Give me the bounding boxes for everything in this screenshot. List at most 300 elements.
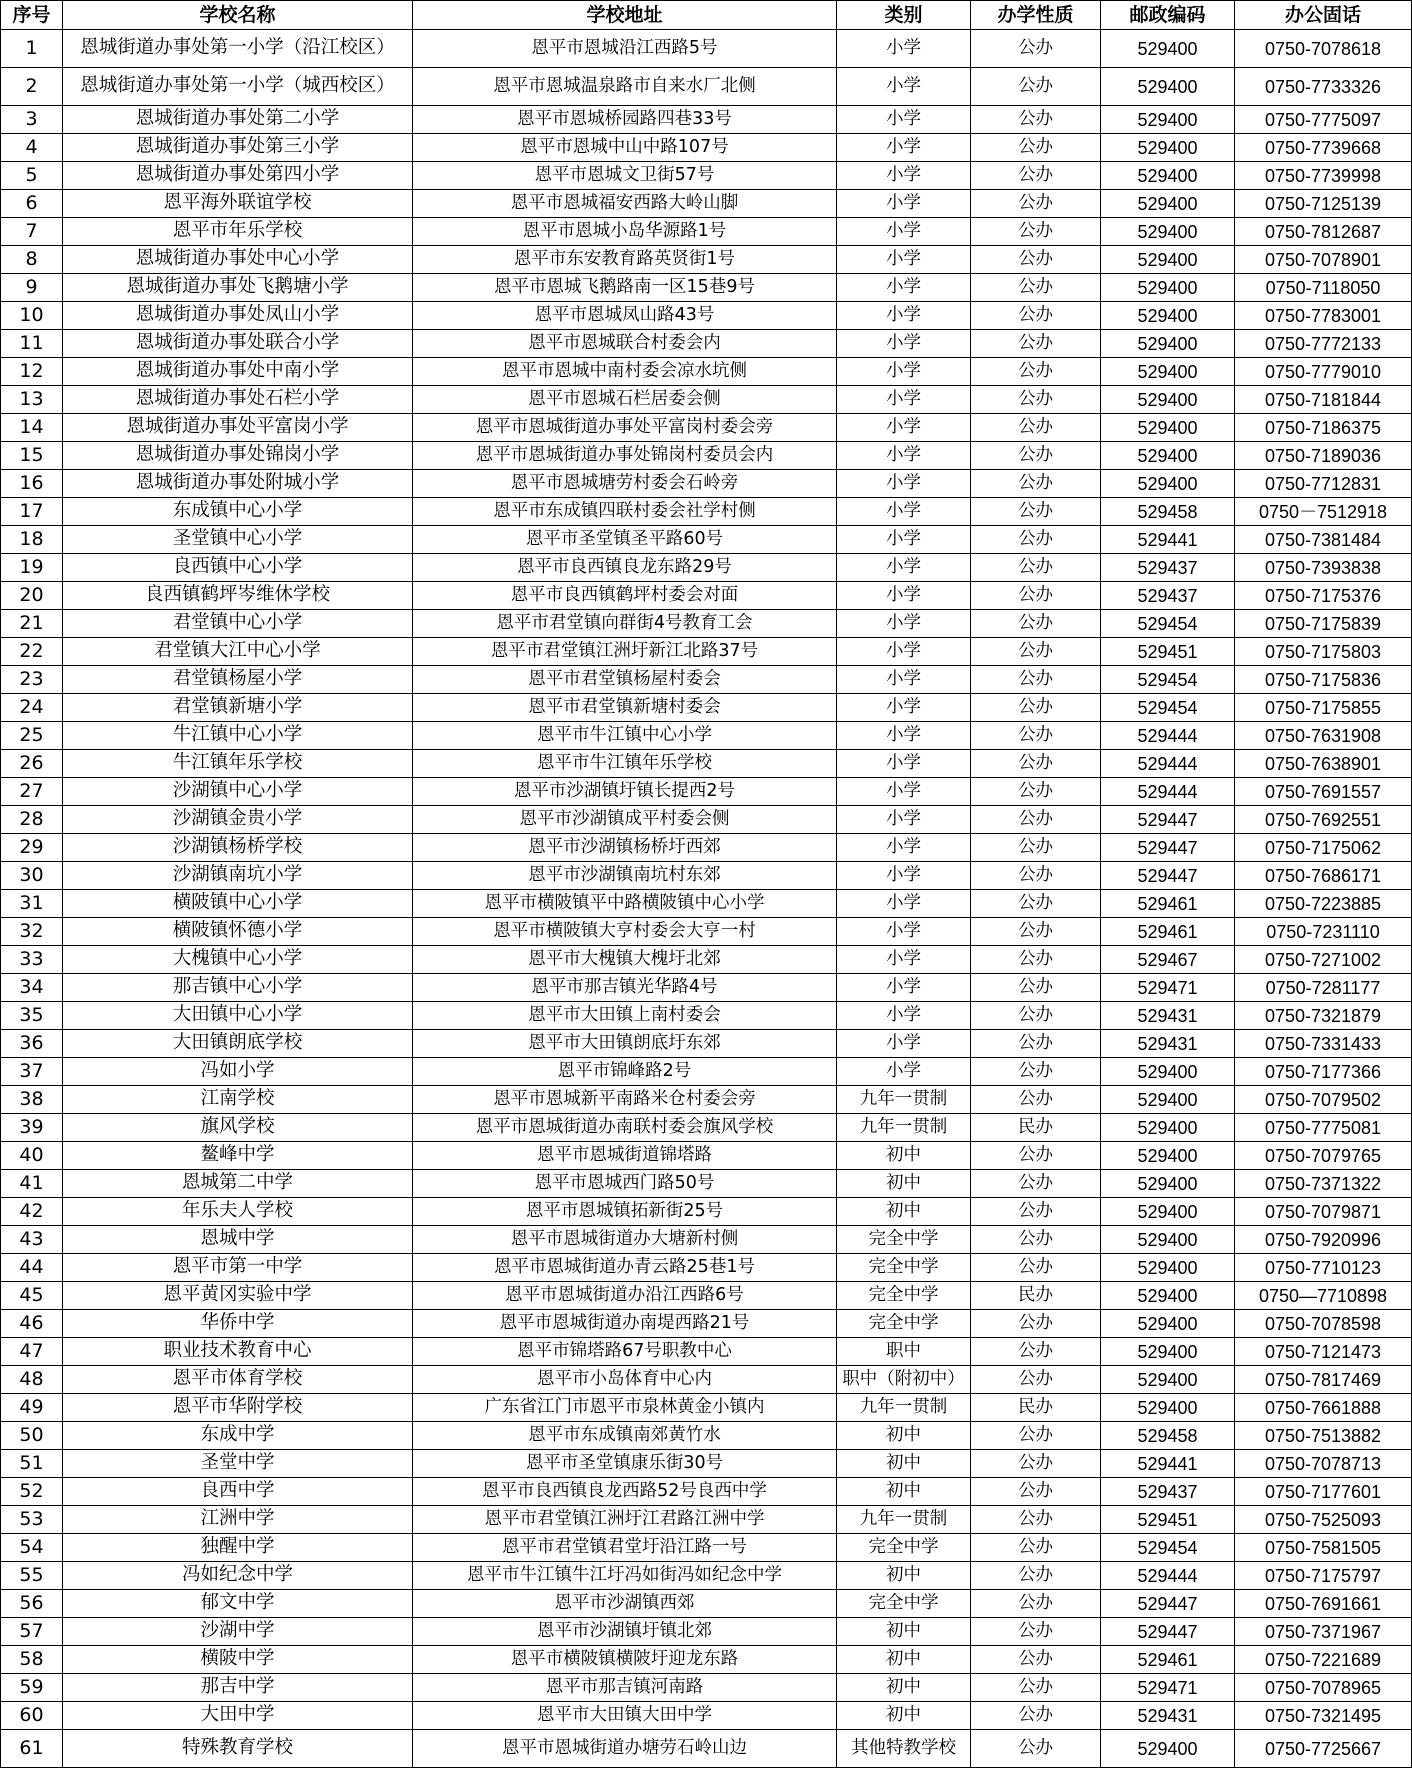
school-address-cell: 恩平市锦峰路2号 bbox=[413, 1058, 837, 1086]
school-address-cell: 恩平市恩城街道办事处平富岗村委会旁 bbox=[413, 414, 837, 442]
category-cell: 小学 bbox=[837, 358, 971, 386]
category-cell: 小学 bbox=[837, 666, 971, 694]
office-phone-cell: 0750-7079765 bbox=[1235, 1142, 1412, 1170]
row-index-cell: 16 bbox=[1, 470, 63, 498]
postal-code-cell: 529444 bbox=[1101, 1562, 1235, 1590]
category-cell: 小学 bbox=[837, 1058, 971, 1086]
row-index-cell: 54 bbox=[1, 1534, 63, 1562]
office-phone-cell: 0750-7691661 bbox=[1235, 1590, 1412, 1618]
category-cell: 小学 bbox=[837, 694, 971, 722]
school-name-cell: 大田中学 bbox=[63, 1702, 413, 1730]
table-row bbox=[1, 1030, 1412, 1058]
office-phone-cell: 0750－7512918 bbox=[1235, 498, 1412, 526]
header-ownership: 办学性质 bbox=[971, 1, 1101, 30]
category-cell: 初中 bbox=[837, 1422, 971, 1450]
office-phone-cell: 0750-7692551 bbox=[1235, 806, 1412, 834]
row-index-cell: 45 bbox=[1, 1282, 63, 1310]
ownership-cell: 公办 bbox=[971, 1254, 1101, 1282]
school-name-cell: 恩城街道办事处联合小学 bbox=[63, 330, 413, 358]
category-cell: 小学 bbox=[837, 554, 971, 582]
ownership-cell: 公办 bbox=[971, 386, 1101, 414]
office-phone-cell: 0750-7638901 bbox=[1235, 750, 1412, 778]
row-index-cell: 24 bbox=[1, 694, 63, 722]
school-address-cell: 恩平市恩城街道办南堤西路21号 bbox=[413, 1310, 837, 1338]
row-index-cell: 15 bbox=[1, 442, 63, 470]
ownership-cell: 公办 bbox=[971, 302, 1101, 330]
office-phone-cell: 0750-7175855 bbox=[1235, 694, 1412, 722]
row-index-cell: 29 bbox=[1, 834, 63, 862]
postal-code-cell: 529454 bbox=[1101, 694, 1235, 722]
table-row bbox=[1, 190, 1412, 218]
postal-code-cell: 529454 bbox=[1101, 1534, 1235, 1562]
school-address-cell: 恩平市沙湖镇圩镇长提西2号 bbox=[413, 778, 837, 806]
school-name-cell: 恩城街道办事处锦岗小学 bbox=[63, 442, 413, 470]
office-phone-cell: 0750-7331433 bbox=[1235, 1030, 1412, 1058]
category-cell: 小学 bbox=[837, 806, 971, 834]
ownership-cell: 公办 bbox=[971, 1030, 1101, 1058]
row-index-cell: 25 bbox=[1, 722, 63, 750]
category-cell: 小学 bbox=[837, 106, 971, 134]
office-phone-cell: 0750-7181844 bbox=[1235, 386, 1412, 414]
ownership-cell: 公办 bbox=[971, 1590, 1101, 1618]
row-index-cell: 12 bbox=[1, 358, 63, 386]
table-row bbox=[1, 890, 1412, 918]
ownership-cell: 公办 bbox=[971, 30, 1101, 68]
ownership-cell: 公办 bbox=[971, 610, 1101, 638]
category-cell: 小学 bbox=[837, 414, 971, 442]
ownership-cell: 公办 bbox=[971, 162, 1101, 190]
school-address-cell: 恩平市那吉镇光华路4号 bbox=[413, 974, 837, 1002]
office-phone-cell: 0750-7223885 bbox=[1235, 890, 1412, 918]
school-address-cell: 恩平市恩城凤山路43号 bbox=[413, 302, 837, 330]
table-row bbox=[1, 1394, 1412, 1422]
category-cell: 完全中学 bbox=[837, 1226, 971, 1254]
school-address-cell: 恩平市小岛体育中心内 bbox=[413, 1366, 837, 1394]
office-phone-cell: 0750-7321495 bbox=[1235, 1702, 1412, 1730]
category-cell: 小学 bbox=[837, 974, 971, 1002]
postal-code-cell: 529400 bbox=[1101, 358, 1235, 386]
postal-code-cell: 529400 bbox=[1101, 162, 1235, 190]
ownership-cell: 公办 bbox=[971, 1170, 1101, 1198]
table-row bbox=[1, 470, 1412, 498]
ownership-cell: 公办 bbox=[971, 246, 1101, 274]
school-name-cell: 恩平海外联谊学校 bbox=[63, 190, 413, 218]
category-cell: 完全中学 bbox=[837, 1282, 971, 1310]
row-index-cell: 26 bbox=[1, 750, 63, 778]
category-cell: 小学 bbox=[837, 190, 971, 218]
table-row bbox=[1, 638, 1412, 666]
school-name-cell: 牛江镇中心小学 bbox=[63, 722, 413, 750]
postal-code-cell: 529400 bbox=[1101, 386, 1235, 414]
ownership-cell: 公办 bbox=[971, 190, 1101, 218]
table-row bbox=[1, 1478, 1412, 1506]
school-address-cell: 恩平市君堂镇杨屋村委会 bbox=[413, 666, 837, 694]
row-index-cell: 61 bbox=[1, 1730, 63, 1768]
ownership-cell: 公办 bbox=[971, 974, 1101, 1002]
ownership-cell: 公办 bbox=[971, 1142, 1101, 1170]
postal-code-cell: 529400 bbox=[1101, 106, 1235, 134]
category-cell: 初中 bbox=[837, 1170, 971, 1198]
school-address-cell: 恩平市沙湖镇西郊 bbox=[413, 1590, 837, 1618]
postal-code-cell: 529437 bbox=[1101, 554, 1235, 582]
school-address-cell: 恩平市恩城福安西路大岭山脚 bbox=[413, 190, 837, 218]
office-phone-cell: 0750-7817469 bbox=[1235, 1366, 1412, 1394]
row-index-cell: 57 bbox=[1, 1618, 63, 1646]
school-address-cell: 恩平市恩城沿江西路5号 bbox=[413, 30, 837, 68]
table-row bbox=[1, 106, 1412, 134]
school-name-cell: 恩平市第一中学 bbox=[63, 1254, 413, 1282]
row-index-cell: 53 bbox=[1, 1506, 63, 1534]
postal-code-cell: 529400 bbox=[1101, 1170, 1235, 1198]
school-name-cell: 恩城街道办事处飞鹅塘小学 bbox=[63, 274, 413, 302]
row-index-cell: 36 bbox=[1, 1030, 63, 1058]
school-name-cell: 横陂中学 bbox=[63, 1646, 413, 1674]
school-name-cell: 横陂镇怀德小学 bbox=[63, 918, 413, 946]
school-address-cell: 恩平市良西镇良龙东路29号 bbox=[413, 554, 837, 582]
office-phone-cell: 0750-7078598 bbox=[1235, 1310, 1412, 1338]
postal-code-cell: 529458 bbox=[1101, 498, 1235, 526]
row-index-cell: 17 bbox=[1, 498, 63, 526]
table-row bbox=[1, 1170, 1412, 1198]
row-index-cell: 1 bbox=[1, 30, 63, 68]
ownership-cell: 公办 bbox=[971, 1730, 1101, 1768]
office-phone-cell: 0750-7175836 bbox=[1235, 666, 1412, 694]
postal-code-cell: 529400 bbox=[1101, 1282, 1235, 1310]
office-phone-cell: 0750—7710898 bbox=[1235, 1282, 1412, 1310]
table-row bbox=[1, 1114, 1412, 1142]
school-address-cell: 恩平市恩城街道办塘劳石岭山边 bbox=[413, 1730, 837, 1768]
category-cell: 九年一贯制 bbox=[837, 1506, 971, 1534]
postal-code-cell: 529400 bbox=[1101, 1198, 1235, 1226]
category-cell: 小学 bbox=[837, 442, 971, 470]
office-phone-cell: 0750-7189036 bbox=[1235, 442, 1412, 470]
category-cell: 初中 bbox=[837, 1142, 971, 1170]
ownership-cell: 公办 bbox=[971, 1646, 1101, 1674]
school-address-cell: 恩平市锦塔路67号职教中心 bbox=[413, 1338, 837, 1366]
office-phone-cell: 0750-7371967 bbox=[1235, 1618, 1412, 1646]
table-row bbox=[1, 442, 1412, 470]
school-name-cell: 大田镇中心小学 bbox=[63, 1002, 413, 1030]
ownership-cell: 公办 bbox=[971, 1450, 1101, 1478]
postal-code-cell: 529444 bbox=[1101, 750, 1235, 778]
ownership-cell: 公办 bbox=[971, 1618, 1101, 1646]
table-row bbox=[1, 302, 1412, 330]
office-phone-cell: 0750-7631908 bbox=[1235, 722, 1412, 750]
category-cell: 小学 bbox=[837, 918, 971, 946]
row-index-cell: 42 bbox=[1, 1198, 63, 1226]
office-phone-cell: 0750-7783001 bbox=[1235, 302, 1412, 330]
postal-code-cell: 529461 bbox=[1101, 1646, 1235, 1674]
school-address-cell: 恩平市东成镇四联村委会社学村侧 bbox=[413, 498, 837, 526]
school-address-cell: 恩平市恩城中南村委会凉水坑侧 bbox=[413, 358, 837, 386]
table-row bbox=[1, 1590, 1412, 1618]
postal-code-cell: 529447 bbox=[1101, 862, 1235, 890]
school-name-cell: 君堂镇新塘小学 bbox=[63, 694, 413, 722]
table-row bbox=[1, 30, 1412, 68]
postal-code-cell: 529400 bbox=[1101, 274, 1235, 302]
table-row bbox=[1, 582, 1412, 610]
ownership-cell: 公办 bbox=[971, 1058, 1101, 1086]
header-school-name: 学校名称 bbox=[63, 1, 413, 30]
postal-code-cell: 529400 bbox=[1101, 1114, 1235, 1142]
ownership-cell: 公办 bbox=[971, 806, 1101, 834]
table-row bbox=[1, 694, 1412, 722]
office-phone-cell: 0750-7920996 bbox=[1235, 1226, 1412, 1254]
postal-code-cell: 529400 bbox=[1101, 1310, 1235, 1338]
school-address-cell: 恩平市沙湖镇成平村委会侧 bbox=[413, 806, 837, 834]
ownership-cell: 公办 bbox=[971, 722, 1101, 750]
ownership-cell: 公办 bbox=[971, 638, 1101, 666]
table-row bbox=[1, 1450, 1412, 1478]
ownership-cell: 公办 bbox=[971, 1674, 1101, 1702]
table-row bbox=[1, 946, 1412, 974]
school-address-cell: 恩平市牛江镇年乐学校 bbox=[413, 750, 837, 778]
category-cell: 小学 bbox=[837, 30, 971, 68]
school-address-cell: 恩平市沙湖镇杨桥圩西郊 bbox=[413, 834, 837, 862]
school-address-cell: 恩平市沙湖镇圩镇北郊 bbox=[413, 1618, 837, 1646]
row-index-cell: 5 bbox=[1, 162, 63, 190]
postal-code-cell: 529461 bbox=[1101, 890, 1235, 918]
row-index-cell: 43 bbox=[1, 1226, 63, 1254]
office-phone-cell: 0750-7712831 bbox=[1235, 470, 1412, 498]
table-row bbox=[1, 1002, 1412, 1030]
school-address-cell: 恩平市大田镇上南村委会 bbox=[413, 1002, 837, 1030]
ownership-cell: 公办 bbox=[971, 1534, 1101, 1562]
ownership-cell: 公办 bbox=[971, 218, 1101, 246]
school-name-cell: 特殊教育学校 bbox=[63, 1730, 413, 1768]
school-name-cell: 圣堂中学 bbox=[63, 1450, 413, 1478]
school-address-cell: 恩平市沙湖镇南坑村东郊 bbox=[413, 862, 837, 890]
postal-code-cell: 529454 bbox=[1101, 666, 1235, 694]
school-name-cell: 横陂镇中心小学 bbox=[63, 890, 413, 918]
row-index-cell: 44 bbox=[1, 1254, 63, 1282]
category-cell: 小学 bbox=[837, 750, 971, 778]
table-row bbox=[1, 1422, 1412, 1450]
school-name-cell: 良西中学 bbox=[63, 1478, 413, 1506]
postal-code-cell: 529400 bbox=[1101, 330, 1235, 358]
office-phone-cell: 0750-7079502 bbox=[1235, 1086, 1412, 1114]
school-name-cell: 沙湖镇中心小学 bbox=[63, 778, 413, 806]
school-name-cell: 职业技术教育中心 bbox=[63, 1338, 413, 1366]
postal-code-cell: 529400 bbox=[1101, 1142, 1235, 1170]
category-cell: 小学 bbox=[837, 1002, 971, 1030]
ownership-cell: 公办 bbox=[971, 1702, 1101, 1730]
office-phone-cell: 0750-7686171 bbox=[1235, 862, 1412, 890]
office-phone-cell: 0750-7186375 bbox=[1235, 414, 1412, 442]
postal-code-cell: 529400 bbox=[1101, 1086, 1235, 1114]
postal-code-cell: 529458 bbox=[1101, 1422, 1235, 1450]
postal-code-cell: 529400 bbox=[1101, 1730, 1235, 1768]
school-name-cell: 恩城街道办事处中心小学 bbox=[63, 246, 413, 274]
postal-code-cell: 529441 bbox=[1101, 1450, 1235, 1478]
postal-code-cell: 529447 bbox=[1101, 834, 1235, 862]
ownership-cell: 公办 bbox=[971, 526, 1101, 554]
category-cell: 职中（附初中） bbox=[837, 1366, 971, 1394]
ownership-cell: 民办 bbox=[971, 1114, 1101, 1142]
postal-code-cell: 529400 bbox=[1101, 1058, 1235, 1086]
postal-code-cell: 529400 bbox=[1101, 1338, 1235, 1366]
office-phone-cell: 0750-7125139 bbox=[1235, 190, 1412, 218]
category-cell: 职中 bbox=[837, 1338, 971, 1366]
school-name-cell: 良西镇中心小学 bbox=[63, 554, 413, 582]
postal-code-cell: 529400 bbox=[1101, 414, 1235, 442]
row-index-cell: 35 bbox=[1, 1002, 63, 1030]
school-address-cell: 恩平市良西镇良龙西路52号良西中学 bbox=[413, 1478, 837, 1506]
ownership-cell: 公办 bbox=[971, 1338, 1101, 1366]
ownership-cell: 公办 bbox=[971, 834, 1101, 862]
school-name-cell: 鳌峰中学 bbox=[63, 1142, 413, 1170]
school-name-cell: 恩平市年乐学校 bbox=[63, 218, 413, 246]
office-phone-cell: 0750-7381484 bbox=[1235, 526, 1412, 554]
header-postal-code: 邮政编码 bbox=[1101, 1, 1235, 30]
ownership-cell: 公办 bbox=[971, 1226, 1101, 1254]
table-row bbox=[1, 862, 1412, 890]
school-address-cell: 恩平市恩城温泉路市自来水厂北侧 bbox=[413, 68, 837, 106]
category-cell: 完全中学 bbox=[837, 1254, 971, 1282]
row-index-cell: 50 bbox=[1, 1422, 63, 1450]
row-index-cell: 47 bbox=[1, 1338, 63, 1366]
table-row bbox=[1, 1142, 1412, 1170]
office-phone-cell: 0750-7271002 bbox=[1235, 946, 1412, 974]
office-phone-cell: 0750-7772133 bbox=[1235, 330, 1412, 358]
postal-code-cell: 529400 bbox=[1101, 302, 1235, 330]
header-index: 序号 bbox=[1, 1, 63, 30]
postal-code-cell: 529437 bbox=[1101, 582, 1235, 610]
category-cell: 小学 bbox=[837, 610, 971, 638]
school-name-cell: 恩城中学 bbox=[63, 1226, 413, 1254]
office-phone-cell: 0750-7121473 bbox=[1235, 1338, 1412, 1366]
category-cell: 初中 bbox=[837, 1618, 971, 1646]
table-row bbox=[1, 1058, 1412, 1086]
table-row bbox=[1, 1282, 1412, 1310]
postal-code-cell: 529400 bbox=[1101, 470, 1235, 498]
school-address-cell: 恩平市圣堂镇康乐街30号 bbox=[413, 1450, 837, 1478]
postal-code-cell: 529447 bbox=[1101, 1590, 1235, 1618]
ownership-cell: 公办 bbox=[971, 358, 1101, 386]
postal-code-cell: 529431 bbox=[1101, 1002, 1235, 1030]
school-name-cell: 恩城街道办事处第三小学 bbox=[63, 134, 413, 162]
school-address-cell: 恩平市恩城文卫街57号 bbox=[413, 162, 837, 190]
row-index-cell: 38 bbox=[1, 1086, 63, 1114]
school-address-cell: 恩平市恩城街道办事处锦岗村委员会内 bbox=[413, 442, 837, 470]
school-name-cell: 独醒中学 bbox=[63, 1534, 413, 1562]
ownership-cell: 公办 bbox=[971, 68, 1101, 106]
row-index-cell: 20 bbox=[1, 582, 63, 610]
ownership-cell: 公办 bbox=[971, 1562, 1101, 1590]
postal-code-cell: 529400 bbox=[1101, 1366, 1235, 1394]
table-row bbox=[1, 134, 1412, 162]
row-index-cell: 22 bbox=[1, 638, 63, 666]
postal-code-cell: 529400 bbox=[1101, 68, 1235, 106]
table-row bbox=[1, 1702, 1412, 1730]
office-phone-cell: 0750-7078965 bbox=[1235, 1674, 1412, 1702]
category-cell: 完全中学 bbox=[837, 1534, 971, 1562]
office-phone-cell: 0750-7118050 bbox=[1235, 274, 1412, 302]
table-row bbox=[1, 1254, 1412, 1282]
school-name-cell: 江洲中学 bbox=[63, 1506, 413, 1534]
ownership-cell: 公办 bbox=[971, 1506, 1101, 1534]
school-address-cell: 恩平市恩城街道办大塘新村侧 bbox=[413, 1226, 837, 1254]
office-phone-cell: 0750-7078618 bbox=[1235, 30, 1412, 68]
postal-code-cell: 529447 bbox=[1101, 1618, 1235, 1646]
category-cell: 初中 bbox=[837, 1198, 971, 1226]
header-row bbox=[1, 1, 1412, 30]
school-address-cell: 恩平市恩城西门路50号 bbox=[413, 1170, 837, 1198]
office-phone-cell: 0750-7393838 bbox=[1235, 554, 1412, 582]
category-cell: 九年一贯制 bbox=[837, 1394, 971, 1422]
table-row bbox=[1, 974, 1412, 1002]
category-cell: 初中 bbox=[837, 1478, 971, 1506]
office-phone-cell: 0750-7281177 bbox=[1235, 974, 1412, 1002]
row-index-cell: 51 bbox=[1, 1450, 63, 1478]
office-phone-cell: 0750-7231110 bbox=[1235, 918, 1412, 946]
row-index-cell: 19 bbox=[1, 554, 63, 582]
row-index-cell: 33 bbox=[1, 946, 63, 974]
postal-code-cell: 529454 bbox=[1101, 610, 1235, 638]
school-address-cell: 恩平市大田镇朗底圩东郊 bbox=[413, 1030, 837, 1058]
category-cell: 完全中学 bbox=[837, 1590, 971, 1618]
office-phone-cell: 0750-7725667 bbox=[1235, 1730, 1412, 1768]
postal-code-cell: 529400 bbox=[1101, 1394, 1235, 1422]
office-phone-cell: 0750-7812687 bbox=[1235, 218, 1412, 246]
ownership-cell: 公办 bbox=[971, 694, 1101, 722]
ownership-cell: 公办 bbox=[971, 106, 1101, 134]
office-phone-cell: 0750-7177366 bbox=[1235, 1058, 1412, 1086]
header-office-phone: 办公固话 bbox=[1235, 1, 1412, 30]
school-address-cell: 恩平市那吉镇河南路 bbox=[413, 1674, 837, 1702]
row-index-cell: 9 bbox=[1, 274, 63, 302]
school-address-cell: 恩平市恩城桥园路四巷33号 bbox=[413, 106, 837, 134]
row-index-cell: 60 bbox=[1, 1702, 63, 1730]
school-name-cell: 圣堂镇中心小学 bbox=[63, 526, 413, 554]
postal-code-cell: 529437 bbox=[1101, 1478, 1235, 1506]
row-index-cell: 13 bbox=[1, 386, 63, 414]
category-cell: 小学 bbox=[837, 386, 971, 414]
school-address-cell: 恩平市牛江镇中心小学 bbox=[413, 722, 837, 750]
ownership-cell: 公办 bbox=[971, 554, 1101, 582]
school-name-cell: 恩城街道办事处第四小学 bbox=[63, 162, 413, 190]
postal-code-cell: 529447 bbox=[1101, 806, 1235, 834]
category-cell: 小学 bbox=[837, 638, 971, 666]
school-address-cell: 恩平市君堂镇江洲圩江君路江洲中学 bbox=[413, 1506, 837, 1534]
ownership-cell: 公办 bbox=[971, 442, 1101, 470]
table-row bbox=[1, 68, 1412, 106]
school-name-cell: 君堂镇杨屋小学 bbox=[63, 666, 413, 694]
school-name-cell: 恩城街道办事处第二小学 bbox=[63, 106, 413, 134]
school-address-cell: 恩平市恩城塘劳村委会石岭旁 bbox=[413, 470, 837, 498]
school-address-cell: 恩平市恩城街道办沿江西路6号 bbox=[413, 1282, 837, 1310]
school-address-cell: 恩平市大田镇大田中学 bbox=[413, 1702, 837, 1730]
ownership-cell: 公办 bbox=[971, 1002, 1101, 1030]
ownership-cell: 公办 bbox=[971, 498, 1101, 526]
postal-code-cell: 529400 bbox=[1101, 134, 1235, 162]
postal-code-cell: 529451 bbox=[1101, 638, 1235, 666]
school-address-cell: 恩平市横陂镇平中路横陂镇中心小学 bbox=[413, 890, 837, 918]
category-cell: 小学 bbox=[837, 722, 971, 750]
category-cell: 初中 bbox=[837, 1562, 971, 1590]
ownership-cell: 公办 bbox=[971, 890, 1101, 918]
office-phone-cell: 0750-7710123 bbox=[1235, 1254, 1412, 1282]
table-row bbox=[1, 498, 1412, 526]
ownership-cell: 公办 bbox=[971, 750, 1101, 778]
table-row bbox=[1, 414, 1412, 442]
school-address-cell: 恩平市君堂镇向群街4号教育工会 bbox=[413, 610, 837, 638]
ownership-cell: 公办 bbox=[971, 1198, 1101, 1226]
category-cell: 小学 bbox=[837, 302, 971, 330]
school-address-cell: 恩平市横陂镇大亨村委会大亨一村 bbox=[413, 918, 837, 946]
row-index-cell: 49 bbox=[1, 1394, 63, 1422]
school-name-cell: 华侨中学 bbox=[63, 1310, 413, 1338]
